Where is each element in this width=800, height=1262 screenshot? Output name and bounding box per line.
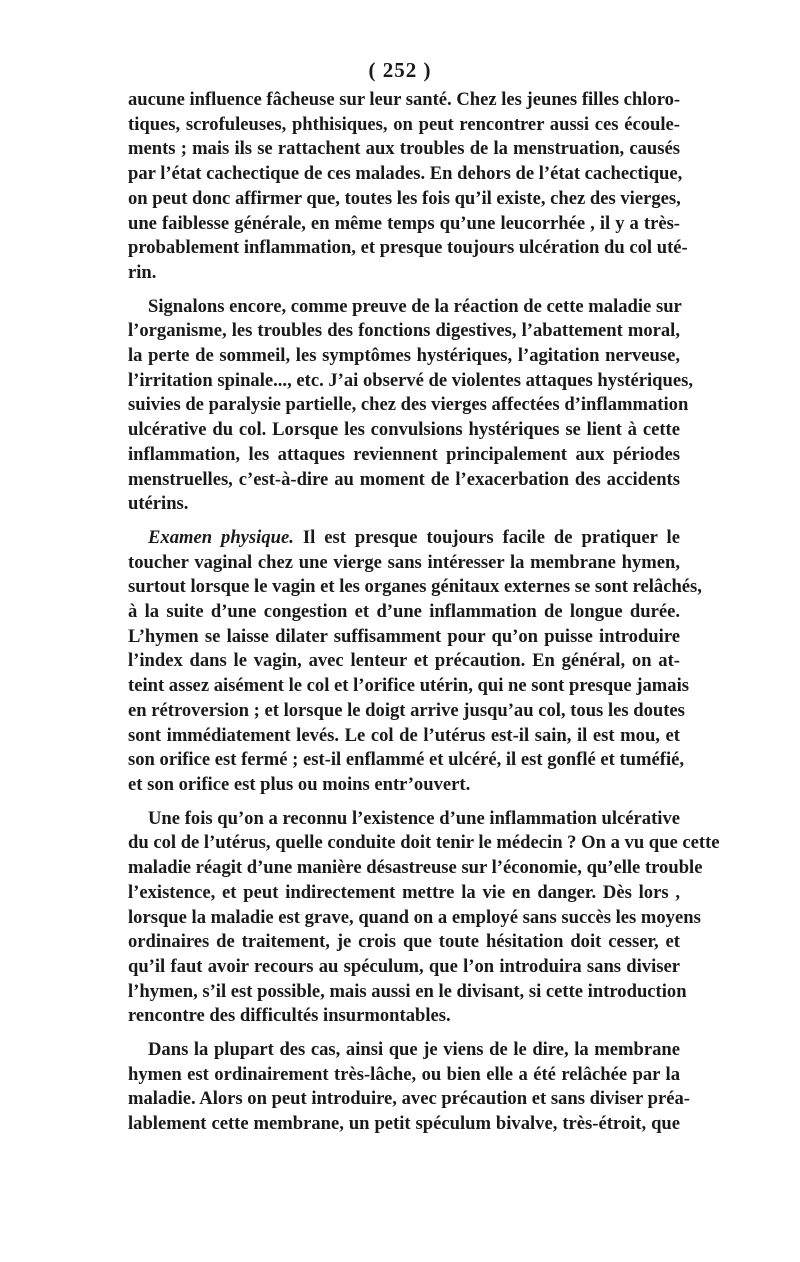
- text-line: sont immédiatement levés. Le col de l’utérus est-il sain, il est mou, et: [128, 724, 680, 746]
- text-line: probablement inflammation, et presque toujours ulcération du col uté-: [128, 237, 688, 259]
- text-line: Une fois qu’on a reconnu l’existence d’une inflammation ulcérative: [148, 807, 680, 829]
- text-line: à la suite d’une congestion et d’une inflammation de longue durée.: [128, 601, 680, 623]
- text-line: on peut donc affirmer que, toutes les fois qu’il existe, chez des vierges,: [128, 187, 681, 209]
- text-line: hymen est ordinairement très-lâche, ou bien elle a été relâchée par la: [128, 1063, 680, 1085]
- text-line: lablement cette membrane, un petit spéculum bivalve, très-étroit, que: [128, 1113, 680, 1135]
- text-line: maladie réagit d’une manière désastreuse sur l’économie, qu’elle trouble: [128, 857, 703, 879]
- text-line: rin.: [128, 261, 157, 283]
- text-line: lorsque la maladie est grave, quand on a employé sans succès les moyens: [128, 906, 701, 928]
- text-line: Dans la plupart des cas, ainsi que je viens de le dire, la membrane: [148, 1039, 680, 1061]
- text-line: utérins.: [128, 493, 189, 515]
- paragraph: [128, 295, 693, 517]
- page-number: ( 252 ): [368, 58, 432, 82]
- text-line: ments ; mais ils se rattachent aux troubles de la menstruation, causés: [128, 138, 680, 160]
- text-line: l’index dans le vagin, avec lenteur et précaution. En général, on at-: [128, 650, 680, 672]
- text-line: toucher vaginal chez une vierge sans intéresser la membrane hymen,: [128, 551, 680, 573]
- text-line: l’existence, et peut indirectement mettre la vie en danger. Dès lors ,: [128, 881, 680, 903]
- text-line: l’irritation spinale..., etc. J’ai observé de violentes attaques hystériques,: [128, 369, 693, 391]
- section-heading: Examen physique.: [148, 526, 294, 548]
- text-line: menstruelles, c’est-à-dire au moment de l’exacerbation des accidents: [128, 468, 680, 490]
- paragraph: [128, 807, 720, 1029]
- body-text: [128, 88, 720, 1137]
- text-line: inflammation, les attaques reviennent principalement aux périodes: [128, 443, 680, 465]
- text-line: l’organisme, les troubles des fonctions digestives, l’abattement moral,: [128, 320, 680, 342]
- text-line: son orifice est fermé ; est-il enflammé et ulcéré, il est gonflé et tuméfié,: [128, 749, 685, 771]
- text-line: une faiblesse générale, en même temps qu’une leucorrhée , il y a très-: [128, 212, 680, 234]
- text-line: qu’il faut avoir recours au spéculum, que l’on introduira sans diviser: [128, 955, 680, 977]
- text-line: suivies de paralysie partielle, chez des vierges affectées d’inflammation: [128, 394, 689, 416]
- text-line: aucune influence fâcheuse sur leur santé. Chez les jeunes filles chloro-: [128, 89, 681, 110]
- text-line: teint assez aisément le col et l’orifice utérin, qui ne sont presque jamais: [128, 675, 689, 697]
- text-line: maladie. Alors on peut introduire, avec précaution et sans diviser préa-: [128, 1088, 690, 1110]
- paragraph: [128, 1038, 690, 1137]
- text-line: du col de l’utérus, quelle conduite doit tenir le médecin ? On a vu que cette: [128, 832, 720, 854]
- text-line: la perte de sommeil, les symptômes hystériques, l’agitation nerveuse,: [128, 345, 680, 367]
- text-line: ulcérative du col. Lorsque les convulsions hystériques se lient à cette: [128, 419, 680, 441]
- text-line: tiques, scrofuleuses, phthisiques, on peut rencontrer aussi ces écoule-: [128, 113, 680, 135]
- text-line: rencontre des difficultés insurmontables.: [128, 1005, 451, 1027]
- text-line: et son orifice est plus ou moins entr’ouvert.: [128, 773, 471, 795]
- text-line: [128, 526, 680, 551]
- text-line: par l’état cachectique de ces malades. En dehors de l’état cachectique,: [128, 163, 683, 185]
- text-line: surtout lorsque le vagin et les organes génitaux externes se sont relâchés,: [128, 576, 702, 598]
- text-line: Signalons encore, comme preuve de la réaction de cette maladie sur: [148, 295, 682, 317]
- paragraph: [128, 88, 688, 286]
- text-line: en rétroversion ; et lorsque le doigt arrive jusqu’au col, tous les doutes: [128, 699, 685, 721]
- paragraph: [128, 526, 702, 798]
- text-line: ordinaires de traitement, je crois que toute hésitation doit cesser, et: [128, 931, 680, 953]
- text-fragment: Il est presque toujours facile de pratiquer le: [293, 526, 680, 548]
- text-line: L’hymen se laisse dilater suffisamment pour qu’on puisse introduire: [128, 625, 680, 647]
- text-line: l’hymen, s’il est possible, mais aussi en le divisant, si cette introduction: [128, 980, 687, 1002]
